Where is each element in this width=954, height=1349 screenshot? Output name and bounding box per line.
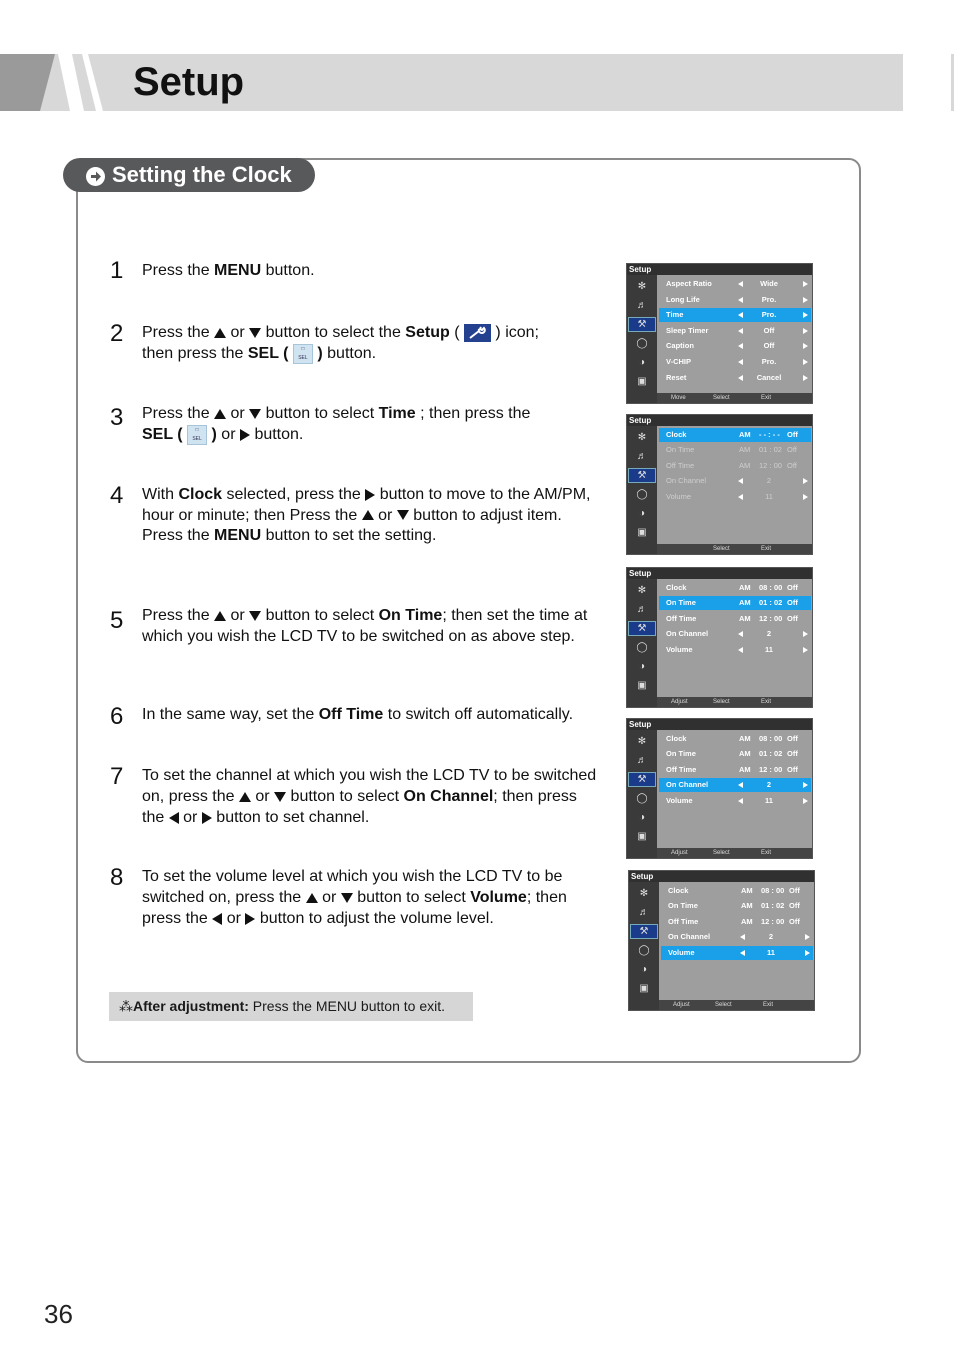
osd-state: Off xyxy=(787,598,798,608)
menu-category-icon: ✻ xyxy=(637,281,647,292)
osd-row-label: Clock xyxy=(666,583,687,592)
right-arrow-icon xyxy=(803,312,808,318)
osd-row-label: Off Time xyxy=(666,764,697,774)
setup-wrench-icon: ⚒ xyxy=(628,772,656,787)
note-bold: After adjustment: xyxy=(133,998,249,1014)
osd-footer-item: Select xyxy=(713,850,730,856)
menu-category-icon: ▣ xyxy=(637,680,647,691)
step-number: 2 xyxy=(110,320,124,347)
right-arrow-icon xyxy=(803,478,808,484)
section-title: Setting the Clock xyxy=(112,162,292,187)
osd-ampm: AM xyxy=(739,598,751,608)
osd-state: Off xyxy=(787,749,798,759)
menu-category-icon: ◯ xyxy=(638,945,650,956)
osd-row-label: Time xyxy=(666,310,684,320)
step-7-text: To set the channel at which you wish the LCD TV to be switched on, press the or button to select On Channel; then press the or button to set channel. xyxy=(142,767,597,826)
up-arrow-icon xyxy=(214,328,226,338)
osd-row-label: On Channel xyxy=(668,932,711,942)
step-3-text: Press the or button to select Time ; then press the SEL ( □ SEL ) or button. xyxy=(142,405,531,443)
down-arrow-icon xyxy=(249,328,261,338)
osd-row xyxy=(659,763,811,777)
note-star-icon: ⁂ xyxy=(119,998,133,1014)
menu-category-icon: ◑ xyxy=(638,357,646,368)
osd-time: 08 : 00 xyxy=(761,886,785,895)
osd-time: 08 : 00 xyxy=(759,583,783,592)
up-arrow-icon xyxy=(214,611,226,621)
osd-footer-item: Adjust xyxy=(671,699,688,705)
menu-category-icon: ▣ xyxy=(639,983,649,994)
osd-row xyxy=(661,946,813,960)
osd-footer-item: Exit xyxy=(761,850,772,856)
up-arrow-icon xyxy=(306,893,318,903)
osd-row-label: Off Time xyxy=(666,460,695,470)
osd-row-label: Off Time xyxy=(668,916,699,926)
osd-row xyxy=(661,930,813,944)
osd-state: Off xyxy=(787,613,798,623)
menu-category-icon: ◯ xyxy=(636,338,648,349)
osd-title: Setup xyxy=(629,871,814,882)
right-arrow-icon xyxy=(365,489,375,501)
osd-row xyxy=(659,747,811,761)
osd-row xyxy=(659,277,811,291)
left-arrow-icon xyxy=(169,812,179,824)
osd-row xyxy=(659,627,811,641)
setup-wrench-icon: ⚒ xyxy=(628,621,656,636)
osd-value: 2 xyxy=(766,780,772,790)
osd-time: - - : - - xyxy=(759,430,780,439)
osd-footer xyxy=(657,544,812,554)
osd-footer xyxy=(659,1000,814,1010)
osd-footer-item: Select xyxy=(713,395,730,401)
osd-row-label: Volume xyxy=(666,491,692,501)
osd-ampm: AM xyxy=(739,583,751,592)
menu-category-icon: ✻ xyxy=(637,432,647,443)
osd-value: Off xyxy=(763,325,775,335)
setup-wrench-icon: ⚒ xyxy=(628,468,656,483)
down-arrow-icon xyxy=(341,893,353,903)
step-5-text: Press the or button to select On Time; then set the time at which you wish the LCD TV to be switched on as above step. xyxy=(142,607,588,645)
osd-state: Off xyxy=(787,460,797,470)
osd-ampm: AM xyxy=(739,445,751,455)
osd-footer-item: Select xyxy=(713,699,730,705)
setup-wrench-icon xyxy=(464,324,491,342)
step-8-text: To set the volume level at which you wish the LCD TV to be switched on, press the or button to select Volume; then press the or button to adjust the volume level. xyxy=(142,868,567,927)
osd-value: 2 xyxy=(766,629,772,639)
step-number: 3 xyxy=(110,404,124,431)
osd-row xyxy=(659,778,811,792)
osd-icon-column xyxy=(627,275,657,403)
right-arrow-icon xyxy=(240,429,250,441)
osd-state: Off xyxy=(787,583,798,592)
osd-title: Setup xyxy=(627,719,812,730)
osd-row xyxy=(659,293,811,307)
right-arrow-icon xyxy=(803,343,808,349)
osd-row-label: Aspect Ratio xyxy=(666,279,712,288)
right-arrow-icon xyxy=(245,913,255,925)
osd-time: 01 : 02 xyxy=(759,445,782,455)
note-text: Press the MENU button to exit. xyxy=(252,998,445,1014)
osd-title: Setup xyxy=(627,568,812,579)
step-number: 5 xyxy=(110,607,124,634)
menu-category-icon: ◯ xyxy=(636,642,648,653)
osd-footer-item: Move xyxy=(671,395,686,401)
menu-category-icon: ◑ xyxy=(638,661,646,672)
osd-row xyxy=(661,915,813,929)
down-arrow-icon xyxy=(249,409,261,419)
osd-icon-column xyxy=(629,882,659,1010)
page-title: Setup xyxy=(133,60,245,104)
osd-value: 11 xyxy=(765,795,773,805)
osd-row xyxy=(659,355,811,369)
right-arrow-icon xyxy=(803,328,808,334)
right-arrow-icon xyxy=(803,647,808,653)
osd-row-label: Clock xyxy=(668,886,689,895)
osd-state: Off xyxy=(789,886,800,895)
osd-state: Off xyxy=(787,734,798,743)
osd-screen xyxy=(626,567,813,708)
right-arrow-icon xyxy=(803,631,808,637)
setup-wrench-icon: ⚒ xyxy=(628,317,656,332)
osd-screen xyxy=(626,718,813,859)
osd-row-label: Reset xyxy=(666,372,687,382)
menu-category-icon: ▣ xyxy=(637,527,647,538)
up-arrow-icon xyxy=(214,409,226,419)
menu-category-icon: ◑ xyxy=(640,964,648,975)
osd-row xyxy=(659,612,811,626)
osd-value: Off xyxy=(763,341,775,351)
sel-button-icon: □ SEL xyxy=(293,344,313,364)
osd-footer-item: Select xyxy=(713,546,730,552)
right-arrow-icon xyxy=(803,297,808,303)
osd-title: Setup xyxy=(627,264,812,275)
menu-category-icon: ◑ xyxy=(638,812,646,823)
osd-row-label: Sleep Timer xyxy=(666,325,709,335)
osd-footer-item: Exit xyxy=(761,546,772,552)
osd-footer xyxy=(657,697,812,707)
osd-row-label: On Channel xyxy=(666,780,709,790)
osd-row xyxy=(659,643,811,657)
menu-category-icon: ▣ xyxy=(637,831,647,842)
osd-ampm: AM xyxy=(739,430,751,439)
right-arrow-icon xyxy=(803,782,808,788)
osd-row xyxy=(659,443,811,457)
header-stripes-decoration xyxy=(0,54,110,111)
menu-category-icon: ✻ xyxy=(637,736,647,747)
osd-value: 11 xyxy=(765,644,773,654)
osd-row-label: Clock xyxy=(666,430,687,439)
right-arrow-icon xyxy=(803,494,808,500)
osd-time: 12 : 00 xyxy=(759,460,782,470)
menu-category-icon: ▣ xyxy=(637,376,647,387)
osd-row-label: Long Life xyxy=(666,294,700,304)
osd-ampm: AM xyxy=(739,734,751,743)
osd-ampm: AM xyxy=(741,901,753,911)
osd-icon-column xyxy=(627,730,657,858)
page-number: 36 xyxy=(44,1299,73,1329)
osd-row xyxy=(659,490,811,504)
osd-footer-item: Select xyxy=(715,1002,732,1008)
osd-state: Off xyxy=(787,764,798,774)
osd-row-label: Volume xyxy=(666,644,693,654)
osd-screen xyxy=(628,870,815,1011)
osd-footer-item: Exit xyxy=(761,395,772,401)
step-number: 7 xyxy=(110,763,124,790)
osd-row xyxy=(659,459,811,473)
menu-category-icon: ♬ xyxy=(637,451,647,462)
osd-row-label: On Time xyxy=(666,598,696,608)
osd-time: 12 : 00 xyxy=(761,916,785,926)
osd-icon-column xyxy=(627,426,657,554)
osd-row-label: On Time xyxy=(666,445,695,455)
menu-category-icon: ◯ xyxy=(636,793,648,804)
right-arrow-icon xyxy=(803,375,808,381)
osd-footer xyxy=(657,848,812,858)
osd-ampm: AM xyxy=(739,460,751,470)
osd-time: 12 : 00 xyxy=(759,613,783,623)
osd-ampm: AM xyxy=(739,613,751,623)
osd-row-label: On Channel xyxy=(666,629,709,639)
osd-footer-item: Adjust xyxy=(671,850,688,856)
osd-time: 01 : 02 xyxy=(759,749,783,759)
osd-state: Off xyxy=(789,916,800,926)
osd-value: Wide xyxy=(760,279,778,288)
osd-row-label: On Channel xyxy=(666,476,707,486)
menu-category-icon: ♬ xyxy=(637,604,647,615)
osd-row xyxy=(659,596,811,610)
osd-time: 01 : 02 xyxy=(759,598,783,608)
menu-category-icon: ✻ xyxy=(639,888,649,899)
osd-ampm: AM xyxy=(739,749,751,759)
circle-arrow-icon xyxy=(85,166,106,187)
osd-row xyxy=(659,794,811,808)
menu-category-icon: ♬ xyxy=(639,907,649,918)
osd-row-label: Caption xyxy=(666,341,694,351)
menu-category-icon: ♬ xyxy=(637,300,647,311)
osd-row-label: Volume xyxy=(668,947,695,957)
osd-row xyxy=(659,324,811,338)
menu-category-icon: ♬ xyxy=(637,755,647,766)
step-4-text: With Clock selected, press the button to move to the AM/PM, hour or minute; then Press the or button to adjust item. Press the MENU button to set the setting. xyxy=(142,486,591,544)
osd-ampm: AM xyxy=(741,916,753,926)
down-arrow-icon xyxy=(249,611,261,621)
osd-footer-item: Exit xyxy=(761,699,772,705)
osd-state: Off xyxy=(787,430,798,439)
step-1-text: Press the MENU button. xyxy=(142,262,315,279)
osd-row xyxy=(661,884,813,898)
osd-value: 11 xyxy=(767,947,775,957)
osd-title: Setup xyxy=(627,415,812,426)
right-arrow-icon xyxy=(803,281,808,287)
osd-value: Cancel xyxy=(756,372,782,382)
osd-row xyxy=(659,732,811,746)
right-arrow-icon xyxy=(803,798,808,804)
after-adjustment-note xyxy=(109,992,473,1021)
osd-time: 12 : 00 xyxy=(759,764,783,774)
osd-state: Off xyxy=(787,445,797,455)
osd-footer xyxy=(657,393,812,403)
osd-value: Pro. xyxy=(761,294,777,304)
osd-row-label: On Time xyxy=(666,749,696,759)
osd-ampm: AM xyxy=(741,886,753,895)
osd-row-label: Clock xyxy=(666,734,687,743)
osd-value: Pro. xyxy=(761,357,777,366)
down-arrow-icon xyxy=(397,510,409,520)
up-arrow-icon xyxy=(362,510,374,520)
osd-row-label: V-CHIP xyxy=(666,357,692,366)
osd-row-label: Off Time xyxy=(666,613,697,623)
up-arrow-icon xyxy=(239,792,251,802)
osd-value: 2 xyxy=(766,476,772,486)
osd-row xyxy=(661,899,813,913)
right-arrow-icon xyxy=(805,934,810,940)
right-arrow-icon xyxy=(202,812,212,824)
osd-footer-item: Adjust xyxy=(673,1002,690,1008)
step-number: 4 xyxy=(110,482,124,509)
menu-category-icon: ◯ xyxy=(636,489,648,500)
setup-wrench-icon: ⚒ xyxy=(630,924,658,939)
osd-row xyxy=(659,581,811,595)
osd-row xyxy=(659,428,811,442)
osd-row xyxy=(659,371,811,385)
osd-value: 2 xyxy=(768,932,774,942)
right-arrow-icon xyxy=(805,950,810,956)
osd-row xyxy=(659,339,811,353)
osd-ampm: AM xyxy=(739,764,751,774)
right-arrow-icon xyxy=(803,359,808,365)
step-2-text: Press the or button to select the Setup ( ) icon; then press the SEL ( □ SEL ) button. xyxy=(142,324,539,362)
osd-screen xyxy=(626,263,813,404)
osd-time: 01 : 02 xyxy=(761,901,785,911)
osd-row-label: On Time xyxy=(668,901,698,911)
menu-category-icon: ✻ xyxy=(637,585,647,596)
osd-screen xyxy=(626,414,813,555)
osd-row xyxy=(659,474,811,488)
menu-category-icon: ◑ xyxy=(638,508,646,519)
osd-time: 08 : 00 xyxy=(759,734,783,743)
step-6-text: In the same way, set the Off Time to switch off automatically. xyxy=(142,706,574,723)
step-number: 8 xyxy=(110,864,124,891)
osd-row xyxy=(659,308,811,322)
left-arrow-icon xyxy=(212,913,222,925)
osd-footer-item: Exit xyxy=(763,1002,774,1008)
osd-icon-column xyxy=(627,579,657,707)
down-arrow-icon xyxy=(274,792,286,802)
osd-value: Pro. xyxy=(761,310,777,320)
step-number: 1 xyxy=(110,257,124,284)
sel-button-icon: □ SEL xyxy=(187,425,207,445)
osd-state: Off xyxy=(789,901,800,911)
osd-value: 11 xyxy=(765,491,773,501)
osd-row-label: Volume xyxy=(666,795,693,805)
step-number: 6 xyxy=(110,703,124,730)
